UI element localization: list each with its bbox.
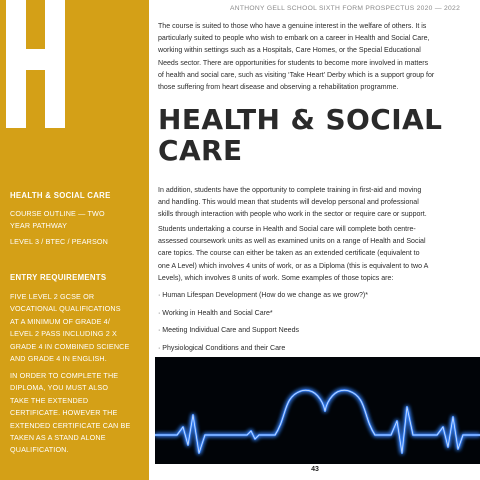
page-number bbox=[0, 466, 480, 473]
section-letter-h bbox=[0, 0, 60, 134]
title-line: CARE bbox=[158, 134, 243, 167]
entry-requirements-heading: ENTRY REQUIREMENTS bbox=[10, 273, 107, 282]
sidebar-line: YEAR PATHWAY bbox=[10, 221, 68, 231]
sidebar-line: TAKE THE EXTENDED bbox=[10, 395, 89, 405]
topic-item: · Human Lifespan Development (How do we change as we grow?)* bbox=[158, 292, 368, 299]
page-title bbox=[158, 104, 478, 166]
text-line: particularly suited to people who wish to embark on a career in Health and Social Care, bbox=[158, 35, 430, 43]
sidebar-line: CERTIFICATE. HOWEVER THE bbox=[10, 408, 118, 418]
sidebar-course-heading: HEALTH & SOCIAL CARE bbox=[10, 191, 111, 200]
topic-item: · Physiological Conditions and their Care bbox=[158, 345, 286, 352]
training-paragraph bbox=[158, 185, 474, 222]
diploma-note bbox=[10, 370, 130, 457]
sidebar-line: AT A MINIMUM OF GRADE 4/ bbox=[10, 316, 110, 326]
course-level: LEVEL 3 / BTEC / PEARSON bbox=[10, 237, 109, 246]
intro-paragraph bbox=[158, 21, 474, 94]
text-line: Levels), which involves 8 units of work. Some examples of those topics are: bbox=[158, 274, 394, 282]
text-line: assessed coursework units as well as examined units on a range of Health and Social bbox=[158, 238, 426, 246]
text-line: The course is suited to those who have a genuine interest in the welfare of others. It is bbox=[158, 23, 427, 30]
text-line: one A Level) which involves 4 units of work, or as a Diploma (this is equivalent to two A bbox=[158, 262, 429, 270]
sidebar-line: COURSE OUTLINE — TWO bbox=[10, 209, 105, 218]
sidebar-line: DIPLOMA, YOU MUST ALSO bbox=[10, 383, 109, 393]
text-line: and handling. This would mean that students will develop personal and professional bbox=[158, 199, 419, 207]
text-line: of health and social care, such as visiting ‘Take Heart’ Derby which is a support group for bbox=[158, 71, 435, 79]
text-line: care topics. The course can either be taken as an extended certificate (equivalent to bbox=[158, 250, 420, 258]
course-paragraph bbox=[158, 224, 474, 285]
text-line: working within settings such as a Hospitals, Care Homes, or the Special Educational bbox=[158, 47, 421, 55]
sidebar-line: FIVE LEVEL 2 GCSE OR bbox=[10, 292, 95, 301]
heartbeat-photo bbox=[155, 357, 480, 464]
page-number-label: 43 bbox=[311, 466, 319, 473]
text-line: those suffering from heart disease and observing a rehabilitation programme. bbox=[158, 84, 399, 92]
title-line: HEALTH & SOCIAL bbox=[158, 103, 443, 136]
sidebar-line: QUALIFICATION. bbox=[10, 445, 69, 455]
sidebar-line: TAKEN AS A STAND ALONE bbox=[10, 433, 106, 443]
heart-pulse-icon bbox=[155, 357, 480, 464]
course-outline bbox=[10, 208, 105, 233]
sidebar-line: AND GRADE 4 IN ENGLISH. bbox=[10, 354, 107, 364]
topic-item: · Working in Health and Social Care* bbox=[158, 310, 273, 317]
running-head: ANTHONY GELL SCHOOL SIXTH FORM PROSPECTUS 2020 — 2022 bbox=[230, 5, 461, 12]
sidebar-line: GRADE 4 IN COMBINED SCIENCE bbox=[10, 341, 130, 351]
text-line: In addition, students have the opportunity to complete training in first-aid and moving bbox=[158, 187, 422, 194]
text-line: Students undertaking a course in Health and Social care will complete both centre- bbox=[158, 226, 416, 233]
sidebar-line: EXTENDED CERTIFICATE CAN BE bbox=[10, 420, 131, 430]
sidebar-line: IN ORDER TO COMPLETE THE bbox=[10, 371, 119, 380]
sidebar-line: VOCATIONAL QUALIFICATIONS bbox=[10, 304, 121, 314]
topic-item: · Meeting Individual Care and Support Needs bbox=[158, 327, 300, 334]
sidebar-line: LEVEL 2 PASS INCLUDING 2 X bbox=[10, 329, 117, 339]
entry-requirements-text bbox=[10, 291, 129, 365]
text-line: Needs sector. There are opportunities for students to become more involved in matters bbox=[158, 59, 429, 67]
text-line: skills through interaction with people who work in the sector or require care or support. bbox=[158, 211, 427, 219]
